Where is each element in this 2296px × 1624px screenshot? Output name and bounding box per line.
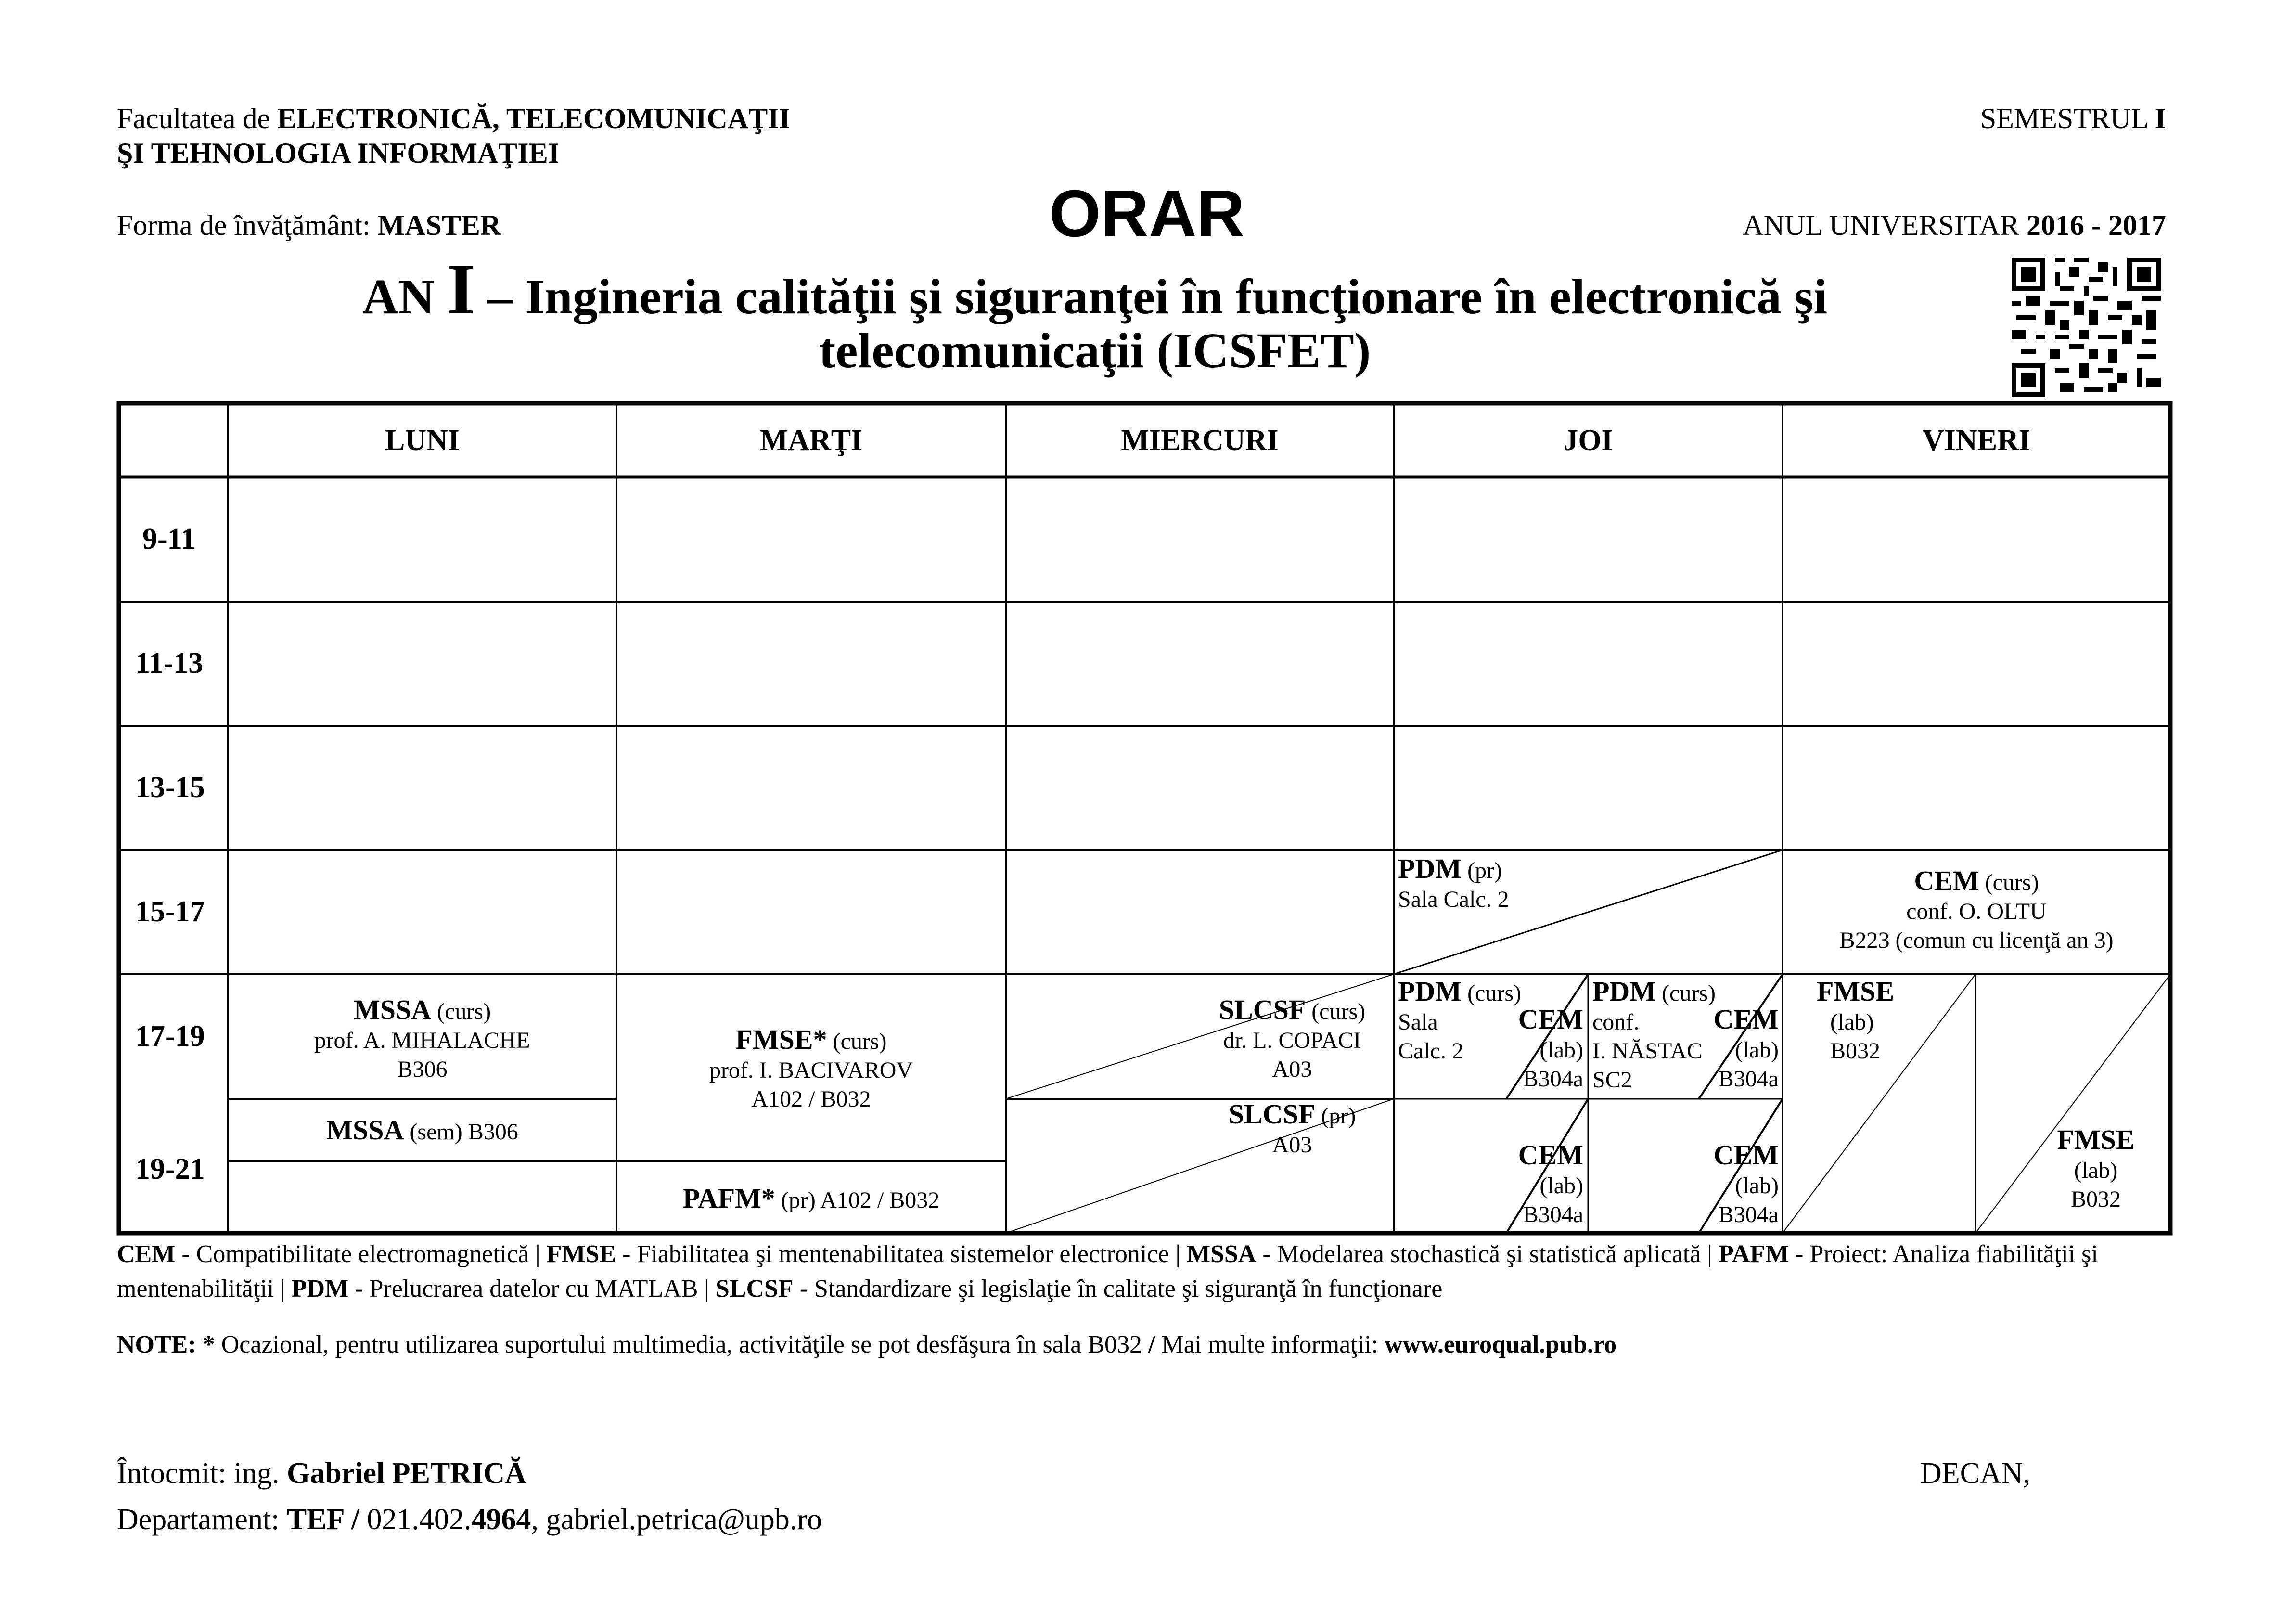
course-room: A03 (1272, 1057, 1312, 1082)
prepared-by (117, 1456, 526, 1491)
website-link[interactable]: www.euroqual.pub.ro (1385, 1331, 1617, 1358)
course-room: SC2 (1592, 1067, 1632, 1093)
class-marti-19-pafm (616, 1184, 1006, 1215)
class-luni-19-mssa (228, 1116, 616, 1147)
academic-year-value: 2016 - 2017 (2027, 209, 2166, 241)
course-code: PAFM* (682, 1183, 775, 1214)
course-code: PDM (1592, 976, 1656, 1007)
course-type: (pr) (1462, 858, 1502, 883)
course-room: B032 (2070, 1186, 2121, 1212)
class-joi-17-cem-a (1487, 1005, 1583, 1094)
course-professor: conf. O. OLTU (1906, 899, 2047, 924)
academic-year-label: ANUL UNIVERSITAR (1743, 209, 2027, 241)
note-text: Ocazional, pentru utilizarea suportului multimedia, activităţile se pot desfăşura în sala B032 (221, 1331, 1148, 1358)
page-title: ORAR (1049, 177, 1245, 251)
time-slot: 17-19 (135, 1020, 205, 1053)
course-type: (lab) (1735, 1173, 1779, 1199)
course-room: A102 / B032 (751, 1086, 871, 1112)
course-room: B223 (comun cu licenţă an 3) (1839, 928, 2114, 953)
class-vineri-19-fmse (2036, 1125, 2156, 1214)
note-label: NOTE: (117, 1331, 196, 1358)
note-star: * (196, 1331, 221, 1358)
semester-value: I (2155, 103, 2166, 134)
faculty-prefix: Facultatea de (117, 103, 278, 134)
course-room: B304a (1523, 1066, 1583, 1092)
time-slot: 19-21 (135, 1153, 205, 1186)
course-professor: prof. A. MIHALACHE (314, 1028, 530, 1053)
note-text: Mai multe informaţii: (1155, 1331, 1385, 1358)
course-room: Calc. 2 (1398, 1038, 1463, 1064)
study-form-label: Forma de învăţământ: (117, 209, 378, 241)
course-room: B032 (1830, 1038, 1881, 1064)
course-type: (pr) (1315, 1103, 1356, 1129)
department-contact (117, 1503, 822, 1537)
course-code: MSSA (326, 1114, 404, 1146)
class-joi-19-cem-b (1660, 1141, 1779, 1229)
day-header-luni: LUNI (385, 424, 460, 457)
program-year: I (447, 249, 475, 329)
abbreviation-legend (117, 1237, 2191, 1306)
legend-text: - Compatibilitate electromagnetică | (175, 1240, 547, 1268)
course-type: (curs) (1979, 870, 2039, 895)
time-slot: 13-15 (135, 771, 205, 804)
course-room: B304a (1523, 1202, 1583, 1227)
note (117, 1328, 2191, 1362)
phone-number: 021.402. (367, 1503, 472, 1536)
course-type: (curs) (827, 1029, 887, 1054)
department-label: Departament: (117, 1503, 287, 1536)
legend-abbr: PAFM (1718, 1240, 1789, 1268)
program-prefix: AN (362, 269, 447, 324)
course-code: SLCSF (1228, 1098, 1316, 1130)
course-code: PDM (1398, 853, 1462, 884)
course-type: (curs) (1462, 980, 1521, 1006)
time-slot: 9-11 (142, 523, 196, 555)
faculty-line2: ŞI TEHNOLOGIA INFORMAŢIEI (117, 137, 560, 169)
legend-text: - Proiect: Analiza fiabilităţii şi mentenabilităţii | (117, 1240, 2098, 1302)
time-slot: 15-17 (135, 895, 205, 928)
course-type: (curs) (1656, 980, 1716, 1006)
course-code: CEM (1713, 1139, 1779, 1171)
course-code: MSSA (353, 994, 432, 1025)
class-luni-17-mssa (228, 995, 616, 1084)
course-code: PDM (1398, 976, 1462, 1007)
legend-abbr: CEM (117, 1240, 176, 1268)
course-type: (lab) (1539, 1037, 1583, 1063)
legend-abbr: SLCSF (715, 1275, 794, 1302)
course-type: (lab) (2074, 1158, 2118, 1183)
course-code: FMSE* (735, 1024, 827, 1055)
course-room: B304a (1718, 1202, 1779, 1227)
legend-text: - Modelarea stochastică şi statistică aplicată | (1256, 1240, 1719, 1268)
program-line2: telecomunicaţii (ICSFET) (819, 323, 1371, 378)
prepared-name: Gabriel PETRICĂ (287, 1457, 526, 1490)
class-vineri-15-cem (1783, 866, 2170, 955)
semester-label: SEMESTRUL (1980, 103, 2155, 134)
course-room: B306 (397, 1057, 448, 1082)
legend-text: - Prelucrarea datelor cu MATLAB | (348, 1275, 716, 1302)
class-joi-17-cem-b (1684, 1005, 1779, 1094)
course-details: (sem) B306 (404, 1119, 518, 1145)
course-professor: dr. L. COPACI (1223, 1028, 1361, 1053)
course-type: (lab) (1539, 1173, 1583, 1199)
prepared-label: Întocmit: ing. (117, 1457, 287, 1490)
class-vineri-17-fmse (1817, 977, 1894, 1066)
faculty-line1: ELECTRONICĂ, TELECOMUNICAŢII (277, 103, 790, 134)
course-room: A03 (1272, 1132, 1312, 1158)
program-line1: – Ingineria calităţii şi siguranţei în funcţionare în electronică şi (475, 269, 1828, 324)
course-code: CEM (1914, 865, 1979, 896)
class-miercuri-17-slcsf (1193, 995, 1391, 1084)
legend-text: - Standardizare şi legislaţie în calitate şi siguranţă în funcţionare (793, 1275, 1443, 1302)
class-marti-17-fmse (616, 1025, 1006, 1114)
department-value: TEF (286, 1503, 344, 1536)
note-slash: / (1148, 1331, 1155, 1358)
course-code: FMSE (1817, 976, 1895, 1007)
dean-signature-label: DECAN, (1920, 1457, 2031, 1490)
department-separator: / (344, 1503, 367, 1536)
day-header-joi: JOI (1563, 424, 1613, 457)
time-slot: 11-13 (135, 647, 204, 680)
legend-text: - Fiabilitatea şi mentenabilitatea sistemelor electronice | (616, 1240, 1187, 1268)
course-room: B304a (1718, 1066, 1779, 1092)
legend-abbr: MSSA (1186, 1240, 1257, 1268)
phone-extension: 4964 (471, 1503, 531, 1536)
course-professor: prof. I. BACIVAROV (709, 1057, 913, 1083)
course-room: Sala (1398, 1009, 1438, 1035)
course-professor: conf. (1592, 1009, 1640, 1035)
day-header-vineri: VINERI (1923, 424, 2030, 457)
day-header-miercuri: MIERCURI (1121, 424, 1279, 457)
study-form-value: MASTER (377, 209, 501, 241)
email-address[interactable]: , gabriel.petrica@upb.ro (531, 1503, 822, 1536)
legend-abbr: FMSE (546, 1240, 616, 1268)
course-code: SLCSF (1219, 994, 1306, 1025)
course-room: Sala Calc. 2 (1398, 887, 1509, 912)
day-header-marti: MARŢI (759, 424, 863, 457)
course-type: (lab) (1830, 1009, 1874, 1035)
course-code: CEM (1713, 1004, 1779, 1035)
course-professor: I. NĂSTAC (1592, 1038, 1703, 1064)
legend-abbr: PDM (291, 1275, 349, 1302)
class-miercuri-19-slcsf (1193, 1100, 1391, 1160)
course-details: (pr) A102 / B032 (775, 1187, 940, 1213)
course-code: CEM (1518, 1004, 1583, 1035)
course-type: (curs) (1306, 999, 1366, 1024)
class-joi-15-pdm (1398, 854, 1509, 914)
course-type: (curs) (431, 999, 491, 1024)
course-code: FMSE (2057, 1124, 2135, 1155)
course-type: (lab) (1735, 1037, 1779, 1063)
class-joi-19-cem-a (1463, 1141, 1583, 1229)
course-code: CEM (1518, 1139, 1583, 1171)
